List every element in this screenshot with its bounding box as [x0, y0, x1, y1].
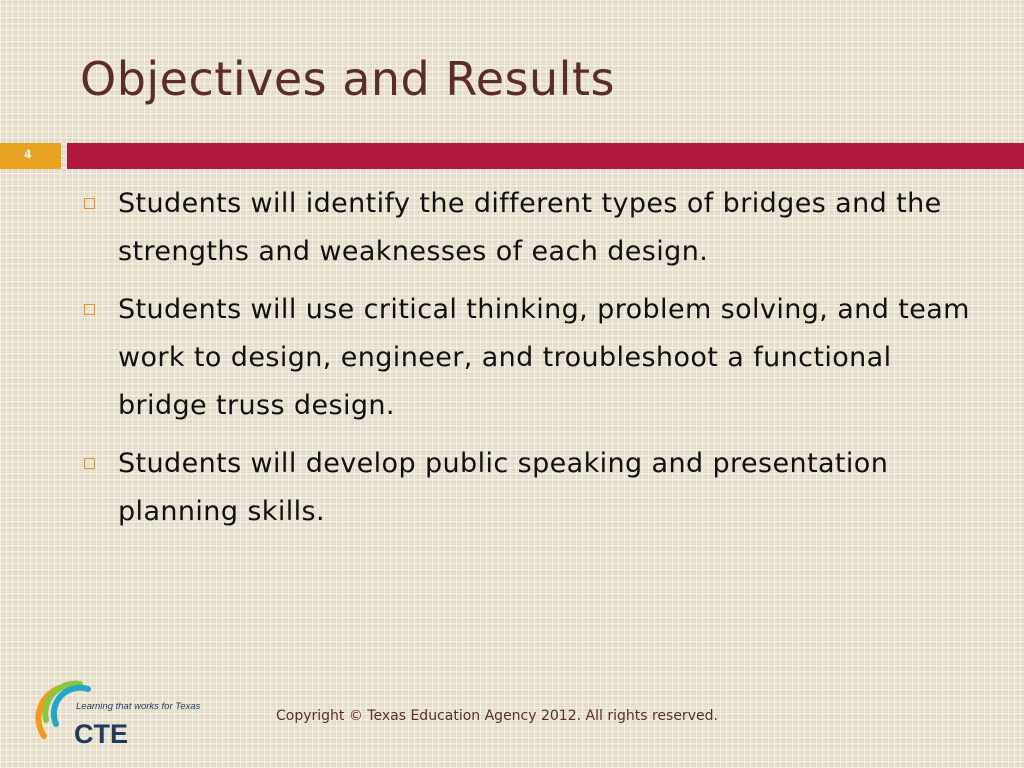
square-bullet-icon	[84, 198, 95, 209]
bullet-item	[82, 286, 982, 430]
square-bullet-icon	[84, 458, 95, 469]
title-rule	[67, 143, 1024, 169]
bullet-text: Students will use critical thinking, problem solving, and team work to design, engineer, and troubleshoot a functional bridge truss design.	[118, 294, 970, 421]
page-number: 4	[0, 143, 61, 169]
cte-logo	[32, 680, 232, 750]
logo-tagline: Learning that works for Texas	[76, 701, 201, 712]
bullet-item	[82, 440, 982, 536]
bullet-item	[82, 180, 982, 276]
bullet-text: Students will develop public speaking and presentation planning skills.	[118, 448, 889, 527]
slide-title: Objectives and Results	[80, 52, 615, 106]
bullet-list	[82, 180, 982, 546]
square-bullet-icon	[84, 304, 95, 315]
bullet-text: Students will identify the different types of bridges and the strengths and weaknesses of each design.	[118, 188, 942, 267]
copyright-text: Copyright © Texas Education Agency 2012. All rights reserved.	[276, 708, 718, 724]
logo-text: CTE	[74, 719, 128, 749]
